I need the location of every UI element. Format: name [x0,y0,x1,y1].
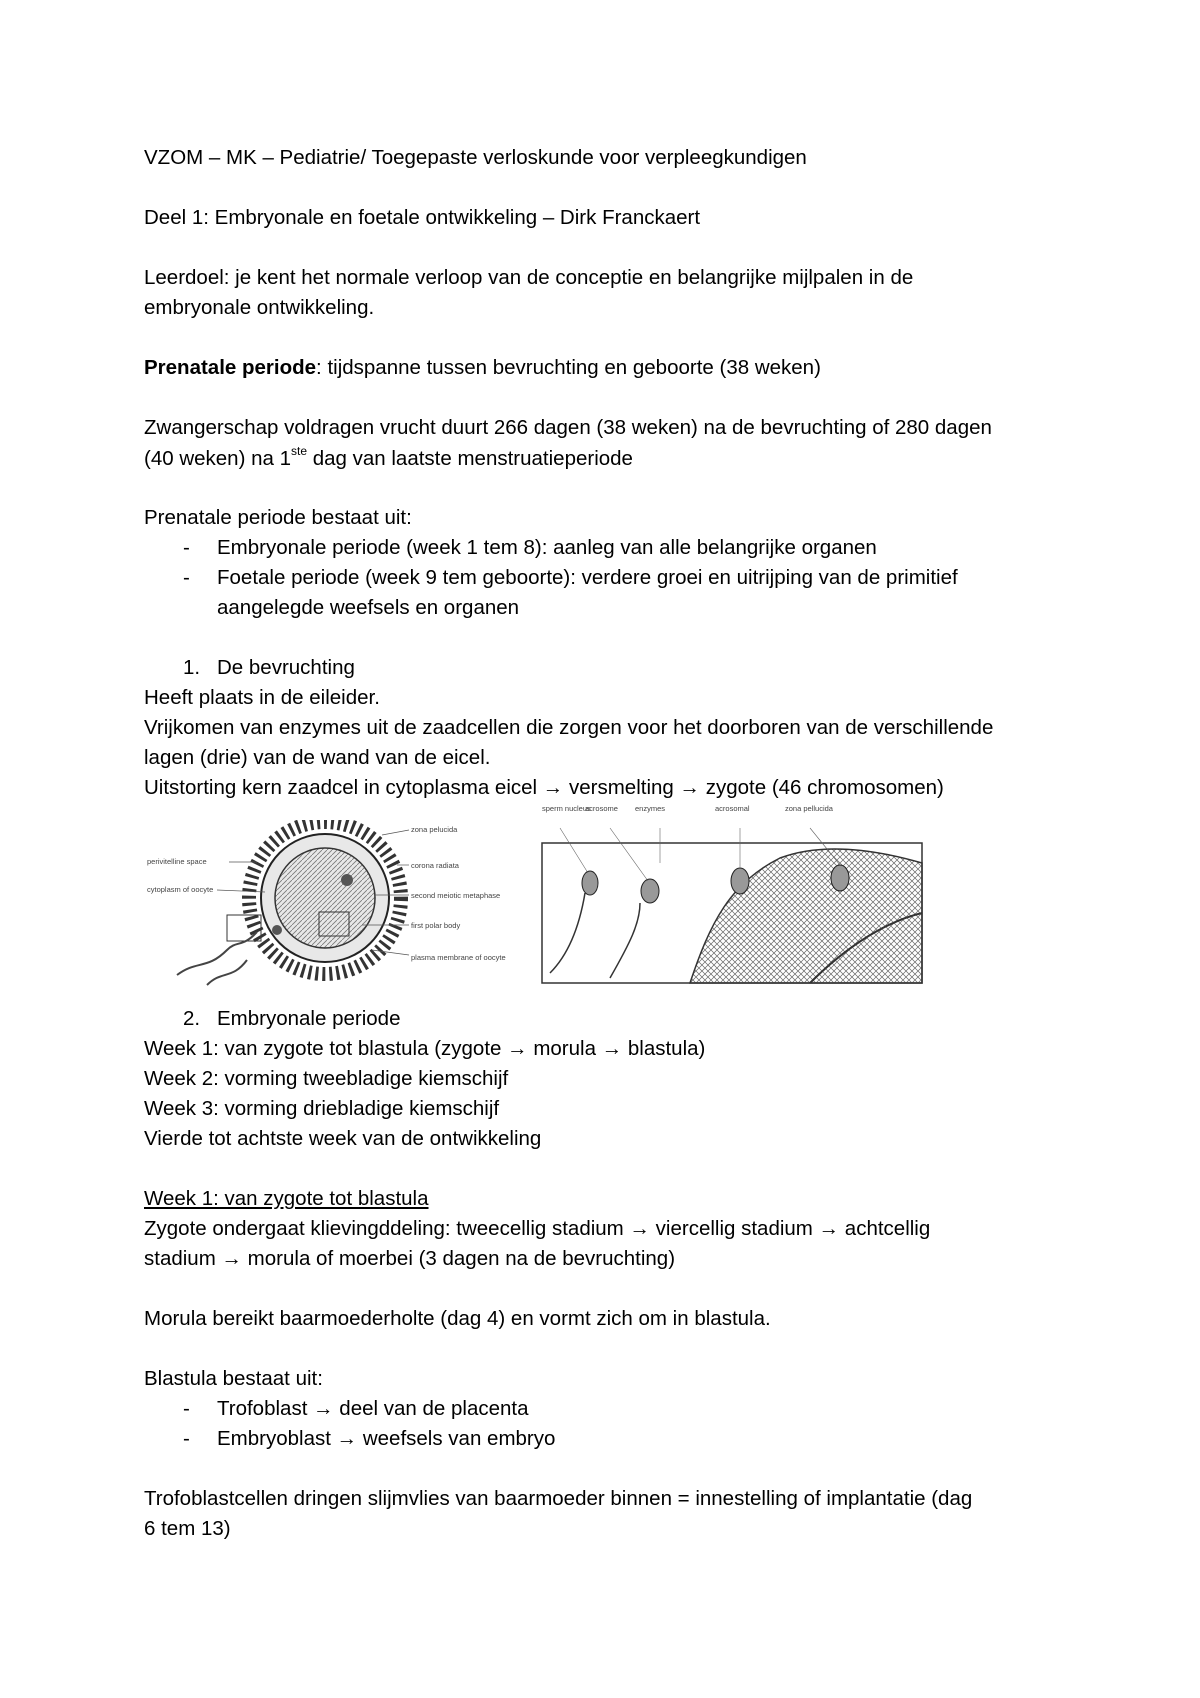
figure-label: perivitelline space [147,857,207,866]
corona-radiata [249,822,401,974]
arrow-icon: → [313,1397,334,1420]
s2-week2: Week 2: vorming tweebladige kiemschijf [144,1067,509,1090]
document-title: VZOM – MK – Pediatrie/ Toegepaste verloskunde voor verpleegkundigen [144,146,807,169]
arrow-icon: → [629,1217,650,1240]
pregnancy-line-2 [144,446,633,471]
s1-line: Heeft plaats in de eileider. [144,686,380,709]
penetration-figure [540,803,925,988]
superscript: ste [291,444,308,458]
pregnancy-line-1: Zwangerschap voldragen vrucht duurt 266 dagen (38 weken) na de bevruchting of 280 dagen [144,416,992,439]
list-item: Embryonale periode (week 1 tem 8): aanleg van alle belangrijke organen [217,536,877,559]
section-number: 1. [183,656,201,679]
s2-week4: Vierde tot achtste week van de ontwikkeling [144,1127,542,1150]
arrow-icon: → [336,1427,358,1450]
text-part: viercellig stadium [649,1217,819,1240]
s1-flow [144,776,944,800]
figure-label: enzymes [635,804,666,813]
text-part: Trofoblast [217,1397,314,1420]
arrow-icon: → [679,776,701,799]
cleavage-line-2 [144,1247,675,1271]
s1-line: Vrijkomen van enzymes uit de zaadcellen die zorgen voor het doorboren van de verschillende [144,716,994,739]
figure-label: zona pellucida [785,804,833,813]
s2-week1 [144,1037,705,1061]
goal-line-1: Leerdoel: je kent het normale verloop van de conceptie en belangrijke mijlpalen in de [144,266,914,289]
section-title: Embryonale periode [217,1007,401,1030]
section-number: 2. [183,1007,201,1030]
list-item: Foetale periode (week 9 tem geboorte): verdere groei en uitrijping van de primitief [217,566,958,589]
bullet-dash: - [183,566,190,589]
bullet-dash: - [183,536,190,559]
list-item-continuation: aangelegde weefsels en organen [217,596,520,619]
flow-step: zygote (46 chromosomen) [705,776,944,799]
s2-week3: Week 3: vorming driebladige kiemschijf [144,1097,500,1120]
figure-label: zona pelucida [411,825,458,834]
blastula-consists: Blastula bestaat uit: [144,1367,323,1390]
pregnancy-line-2b: dag van laatste menstruatieperiode [307,446,633,470]
goal-line-2: embryonale ontwikkeling. [144,296,375,319]
figure-label: cytoplasm of oocyte [147,885,214,894]
trophoblast-line-1: Trofoblastcellen dringen slijmvlies van baarmoeder binnen = innestelling of implantatie (dag [144,1487,973,1510]
figure-label: plasma membrane of oocyte [411,953,506,962]
figure-label: sperm nucleus [542,804,591,813]
figure-label: acrosomal [715,804,750,813]
trophoblast-line-2: 6 tem 13) [144,1517,231,1540]
text-part: achtcellig [839,1217,931,1240]
arrow-icon: → [601,1037,623,1060]
list-item [217,1397,529,1421]
arrow-icon: → [542,776,564,799]
oocyte-figure [147,820,507,990]
flow-step: Uitstorting kern zaadcel in cytoplasma eicel [144,776,538,799]
figure-label: first polar body [411,921,461,930]
prenatal-term: Prenatale periode [144,356,317,379]
figure-label: acrosome [585,804,618,813]
text-part: weefsels van embryo [357,1427,556,1450]
section-title: De bevruchting [217,656,355,679]
text-part: Embryoblast [217,1427,337,1450]
text-part: stadium [144,1247,222,1270]
morula-line: Morula bereikt baarmoederholte (dag 4) en vormt zich om in blastula. [144,1307,771,1330]
prenatal-definition [144,356,821,380]
text-part: morula of moerbei (3 dagen na de bevruchting) [241,1247,676,1270]
arrow-icon: → [818,1217,840,1240]
text-part: Zygote ondergaat klievingddeling: tweecellig stadium [144,1217,630,1240]
figure-label: second meiotic metaphase [411,891,501,900]
figure-label: corona radiata [411,861,459,870]
arrow-icon: → [507,1037,528,1060]
flow-step: versmelting [569,776,674,799]
list-item [217,1427,555,1451]
bullet-dash: - [183,1427,190,1450]
week1-heading: Week 1: van zygote tot blastula [144,1187,429,1210]
text-part: deel van de placenta [333,1397,529,1420]
cleavage-line-1 [144,1217,930,1241]
arrow-icon: → [221,1247,242,1270]
text-part: Week 1: van zygote tot blastula (zygote [144,1037,508,1060]
prenatal-consists: Prenatale periode bestaat uit: [144,506,412,529]
text-part: morula [527,1037,602,1060]
part-heading: Deel 1: Embryonale en foetale ontwikkeling – Dirk Franckaert [144,206,701,229]
pregnancy-line-2a: (40 weken) na 1 [144,446,292,470]
bullet-dash: - [183,1397,190,1420]
text-part: blastula) [622,1037,706,1060]
s1-line: lagen (drie) van de wand van de eicel. [144,746,491,769]
prenatal-def: : tijdspanne tussen bevruchting en geboorte (38 weken) [316,356,821,379]
